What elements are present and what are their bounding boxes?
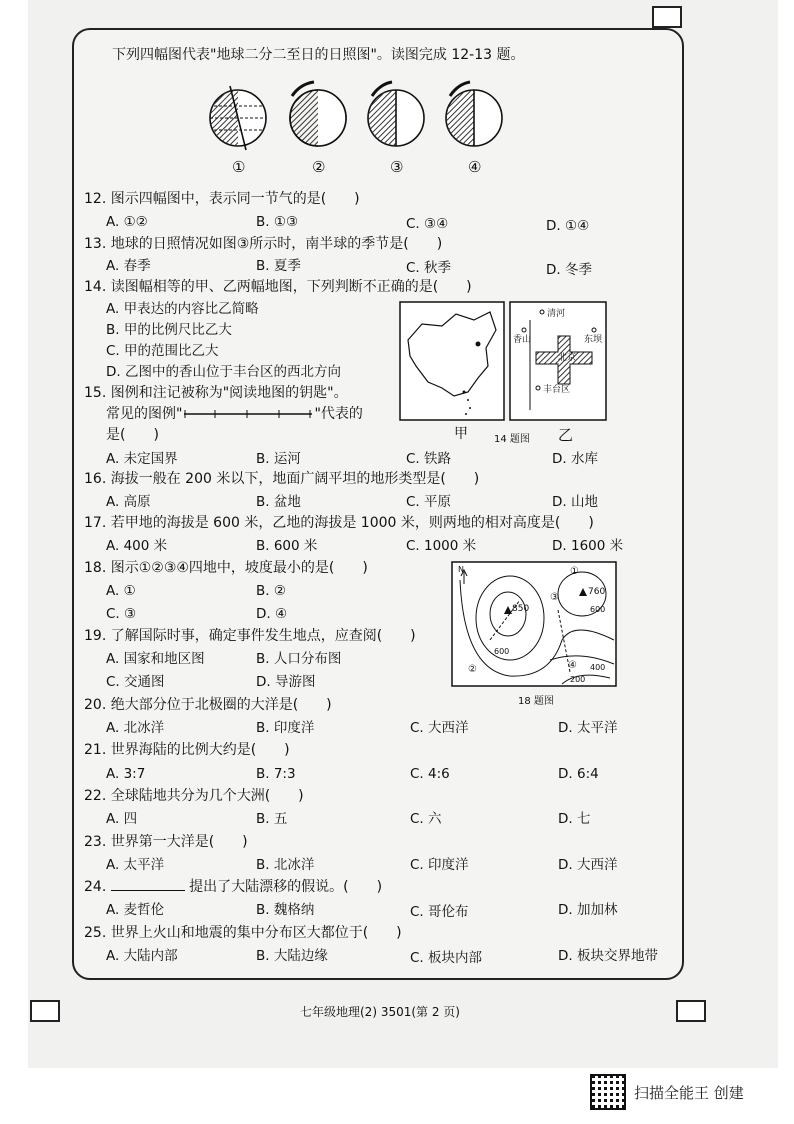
q18-option-d: D. ④ — [256, 606, 288, 622]
question-17-stem: 17. 若甲地的海拔是 600 米，乙地的海拔是 1000 米，则两地的相对高度是( ) — [84, 515, 594, 531]
q16-option-b: B. 盆地 — [256, 494, 301, 510]
q19-option-d: D. 导游图 — [256, 674, 316, 690]
q22-option-b: B. 五 — [256, 811, 288, 827]
q18-option-c: C. ③ — [106, 606, 137, 622]
q15-option-a: A. 未定国界 — [106, 451, 178, 467]
map18-caption: 18 题图 — [518, 696, 554, 707]
map14-label-jia: 甲 — [454, 426, 468, 442]
q12-option-c: C. ③④ — [406, 216, 449, 232]
map18-contour-200: 200 — [570, 675, 586, 684]
globe-3 — [368, 82, 424, 146]
map14-place-fengtai: 丰台区 — [543, 385, 571, 395]
q21-option-b: B. 7:3 — [256, 766, 296, 782]
map14-place-xiangshan: 香山 — [513, 335, 532, 345]
q14-option-a: A. 甲表达的内容比乙简略 — [106, 301, 259, 317]
watermark-text: 扫描全能王 创建 — [634, 1083, 744, 1102]
q21-option-a: A. 3:7 — [106, 766, 146, 782]
q20-option-b: B. 印度洋 — [256, 720, 315, 736]
q23-option-d: D. 大西洋 — [558, 857, 618, 873]
question-14-stem: 14. 读图幅相等的甲、乙两幅地图，下列判断不正确的是( ) — [84, 279, 472, 295]
q13-option-a: A. 春季 — [106, 258, 151, 274]
globe-1 — [210, 86, 266, 150]
q25-option-b: B. 大陆边缘 — [256, 948, 328, 964]
q24-option-b: B. 魏格纳 — [256, 902, 315, 918]
question-22-stem: 22. 全球陆地共分为几个大洲( ) — [84, 788, 304, 804]
map14-place-beijing: 北京 — [558, 353, 577, 363]
q22-option-d: D. 七 — [558, 811, 591, 827]
map18-peak-850: 850 — [512, 604, 530, 614]
map14-label-yi: 乙 — [558, 426, 574, 444]
q14-option-b: B. 甲的比例尺比乙大 — [106, 322, 232, 338]
q21-option-c: C. 4:6 — [410, 766, 450, 782]
question-13-stem: 13. 地球的日照情况如图③所示时，南半球的季节是( ) — [84, 236, 443, 252]
map18-contour-600-left: 600 — [494, 647, 510, 656]
question-21-stem: 21. 世界海陆的比例大约是( ) — [84, 742, 290, 758]
q13-option-d: D. 冬季 — [546, 262, 592, 278]
map-jia — [400, 302, 504, 420]
corner-mark-bottom-left — [30, 1000, 60, 1022]
map18-point-1: ① — [570, 566, 579, 577]
q15-option-b: B. 运河 — [256, 451, 301, 467]
scanner-watermark — [590, 1074, 744, 1110]
q24-blank — [111, 878, 185, 891]
q13-option-b: B. 夏季 — [256, 258, 301, 274]
q15-stem-pre: 常见的图例" — [106, 406, 183, 422]
qr-code-icon — [590, 1074, 626, 1110]
question-15-stem-line3: 是( ) — [106, 427, 159, 443]
q15-option-d: D. 水库 — [552, 451, 598, 467]
q19-option-b: B. 人口分布图 — [256, 651, 342, 667]
map14-place-dongba: 东坝 — [584, 335, 603, 345]
q18-option-b: B. ② — [256, 583, 286, 599]
globe-4 — [446, 82, 502, 146]
q13-option-c: C. 秋季 — [406, 260, 452, 276]
q24-text: 提出了大陆漂移的假说。( ) — [189, 879, 383, 895]
q15-stem-post: "代表的 — [314, 406, 363, 422]
globe-label-4: ④ — [468, 158, 482, 176]
map14-place-qinghe: 清河 — [547, 309, 566, 319]
question-18-stem: 18. 图示①②③④四地中，坡度最小的是( ) — [84, 560, 368, 576]
page-footer: 七年级地理(2) 3501(第 2 页) — [300, 1005, 460, 1019]
globe-2 — [290, 82, 346, 146]
map14-caption: 14 题图 — [494, 434, 530, 445]
q12-option-a: A. ①② — [106, 214, 148, 230]
question-19-stem: 19. 了解国际时事，确定事件发生地点，应查阅( ) — [84, 628, 416, 644]
globe-label-2: ② — [312, 158, 326, 176]
q22-option-a: A. 四 — [106, 811, 138, 827]
q14-option-c: C. 甲的范围比乙大 — [106, 343, 219, 359]
question-15-stem: 15. 图例和注记被称为"阅读地图的钥匙"。 — [84, 385, 348, 401]
question-15-stem-line2 — [106, 405, 363, 423]
q23-option-c: C. 印度洋 — [410, 857, 469, 873]
q24-number: 24. — [84, 879, 107, 895]
q23-option-b: B. 北冰洋 — [256, 857, 315, 873]
q25-option-a: A. 大陆内部 — [106, 948, 178, 964]
q24-option-d: D. 加加林 — [558, 902, 618, 918]
q18-option-a: A. ① — [106, 583, 136, 599]
question-12-stem: 12. 图示四幅图中，表示同一节气的是( ) — [84, 191, 360, 207]
q12-option-d: D. ①④ — [546, 218, 590, 234]
map18-peak-760: 760 — [588, 587, 606, 597]
globe-label-3: ③ — [390, 158, 404, 176]
map18-contour-400: 400 — [590, 663, 606, 672]
question-16-stem: 16. 海拔一般在 200 米以下，地面广阔平坦的地形类型是( ) — [84, 471, 480, 487]
map18-north-label: N — [458, 565, 464, 574]
map-18-contour-figure — [450, 560, 620, 710]
map18-point-4: ④ — [568, 660, 577, 671]
globe-figure — [200, 78, 510, 178]
intro-text: 下列四幅图代表"地球二分二至日的日照图"。读图完成 12-13 题。 — [112, 47, 525, 63]
q19-option-a: A. 国家和地区图 — [106, 651, 205, 667]
corner-mark-top-right — [652, 6, 682, 28]
q20-option-c: C. 大西洋 — [410, 720, 469, 736]
q24-option-c: C. 哥伦布 — [410, 904, 469, 920]
question-24-stem — [84, 878, 382, 896]
q22-option-c: C. 六 — [410, 811, 442, 827]
q25-option-d: D. 板块交界地带 — [558, 948, 658, 964]
q21-option-d: D. 6:4 — [558, 766, 599, 782]
legend-railway-symbol — [182, 409, 314, 419]
q17-option-c: C. 1000 米 — [406, 538, 477, 554]
map18-point-3: ③ — [550, 592, 559, 603]
q17-option-b: B. 600 米 — [256, 538, 318, 554]
globe-label-1: ① — [232, 158, 246, 176]
q20-option-d: D. 太平洋 — [558, 720, 618, 736]
q23-option-a: A. 太平洋 — [106, 857, 165, 873]
map18-point-2: ② — [468, 664, 477, 675]
q16-option-a: A. 高原 — [106, 494, 151, 510]
q16-option-d: D. 山地 — [552, 494, 598, 510]
q16-option-c: C. 平原 — [406, 494, 452, 510]
question-25-stem: 25. 世界上火山和地震的集中分布区大都位于( ) — [84, 925, 402, 941]
q24-option-a: A. 麦哲伦 — [106, 902, 165, 918]
q25-option-c: C. 板块内部 — [410, 950, 483, 966]
q17-option-a: A. 400 米 — [106, 538, 168, 554]
q12-option-b: B. ①③ — [256, 214, 299, 230]
q14-option-d: D. 乙图中的香山位于丰台区的西北方向 — [106, 364, 341, 380]
q19-option-c: C. 交通图 — [106, 674, 165, 690]
map-14-figure — [398, 300, 608, 450]
q15-option-c: C. 铁路 — [406, 451, 452, 467]
map18-contour-600-right: 600 — [590, 605, 606, 614]
q20-option-a: A. 北冰洋 — [106, 720, 165, 736]
question-23-stem: 23. 世界第一大洋是( ) — [84, 834, 248, 850]
q17-option-d: D. 1600 米 — [552, 538, 624, 554]
corner-mark-bottom-right — [676, 1000, 706, 1022]
question-20-stem: 20. 绝大部分位于北极圈的大洋是( ) — [84, 697, 332, 713]
